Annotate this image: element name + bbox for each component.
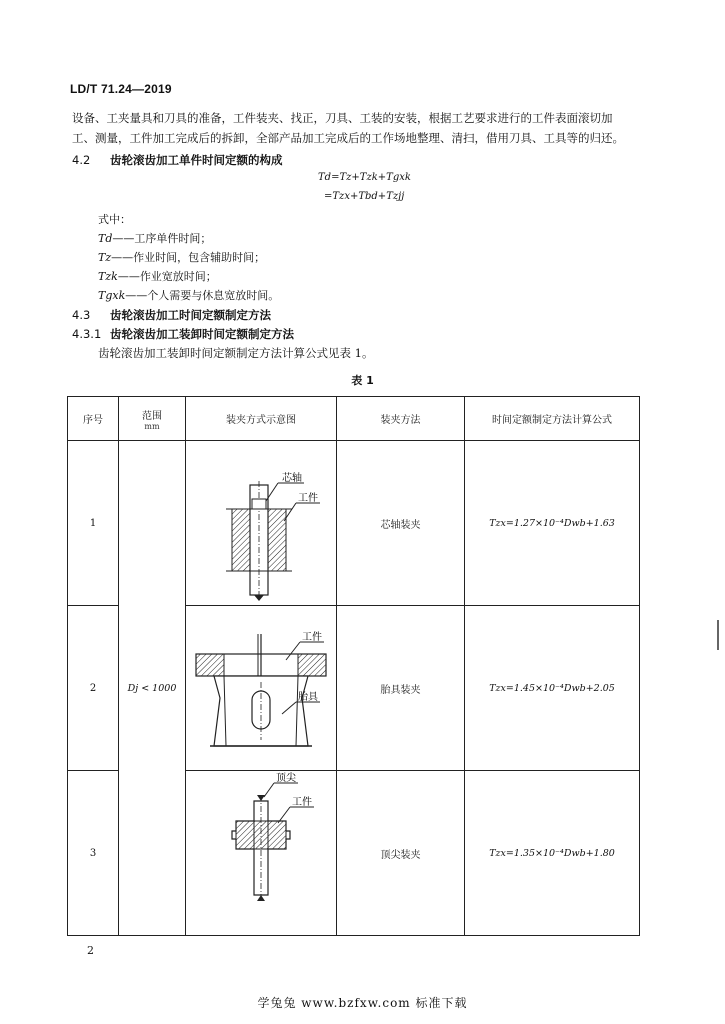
document-code: LD/T 71.24—2019 bbox=[70, 82, 172, 96]
header-method: 装夹方法 bbox=[337, 397, 465, 441]
mandrel-clamping-diagram bbox=[186, 441, 336, 602]
page-number: 2 bbox=[87, 944, 94, 957]
row-seq: 3 bbox=[68, 771, 119, 936]
row-formula: Tzx=1.27×10⁻⁴Dwb+1.63 bbox=[465, 441, 640, 606]
label-workpiece: 工件 bbox=[298, 493, 318, 504]
label-fixture: 胎具 bbox=[298, 692, 318, 703]
row-method: 芯轴装夹 bbox=[337, 441, 465, 606]
table-caption: 表 1 bbox=[351, 374, 374, 387]
range-cell: Dj < 1000 bbox=[119, 441, 186, 936]
section-4-2-heading bbox=[72, 150, 652, 170]
header-seq: 序号 bbox=[68, 397, 119, 441]
header-formula: 时间定额制定方法计算公式 bbox=[465, 397, 640, 441]
section-title: 齿轮滚齿加工单件时间定额的构成 bbox=[110, 153, 283, 167]
row-method: 胎具装夹 bbox=[337, 606, 465, 771]
label-center: 顶尖 bbox=[276, 773, 296, 784]
label-workpiece: 工件 bbox=[302, 632, 322, 643]
section-4-3-heading: 4.3 齿轮滚齿加工时间定额制定方法 bbox=[72, 308, 271, 322]
intro-line-2: 工、测量，工件加工完成后的拆卸，全部产品加工完成后的工作场地整理、清扫，借用刀具、工具等的归还。 bbox=[72, 131, 624, 145]
section-number: 4.2 bbox=[72, 153, 91, 167]
definition-tgxk: Tgxk——个人需要与休息宽放时间。 bbox=[98, 289, 280, 302]
row-seq: 1 bbox=[68, 441, 119, 606]
center-clamping-diagram bbox=[186, 771, 336, 932]
header-range: 范围 mm bbox=[119, 397, 186, 441]
formula-line-2: =Tzx+Tbd+Tzjj bbox=[324, 191, 405, 202]
definition-td: Td——工序单件时间； bbox=[98, 232, 212, 245]
intro-line-1: 设备、工夹量具和刀具的准备，工件装夹、找正，刀具、工装的安装，根据工艺要求进行的工件表面滚切加 bbox=[72, 111, 613, 125]
header-diagram: 装夹方式示意图 bbox=[186, 397, 337, 441]
definition-tz: Tz——作业时间，包含辅助时间； bbox=[98, 251, 266, 264]
diagram-mandrel bbox=[186, 441, 337, 606]
section-4-3-1-heading: 4.3.1 齿轮滚齿加工装卸时间定额制定方法 bbox=[72, 327, 294, 341]
where-label: 式中： bbox=[98, 213, 131, 226]
row-formula: Tzx=1.45×10⁻⁴Dwb+2.05 bbox=[465, 606, 640, 771]
formula-line-1: Td=Tz+Tzk+Tgxk bbox=[318, 172, 411, 183]
row-seq: 2 bbox=[68, 606, 119, 771]
row-formula: Tzx=1.35×10⁻⁴Dwb+1.80 bbox=[465, 771, 640, 936]
section-4-3-1-text: 齿轮滚齿加工装卸时间定额制定方法计算公式见表 1。 bbox=[98, 346, 374, 360]
fixture-clamping-diagram bbox=[186, 606, 336, 767]
label-mandrel: 芯轴 bbox=[282, 473, 302, 484]
row-method: 顶尖装夹 bbox=[337, 771, 465, 936]
scan-edge-mark bbox=[717, 620, 725, 650]
diagram-center bbox=[186, 771, 337, 936]
table-row bbox=[68, 441, 640, 606]
label-workpiece: 工件 bbox=[292, 797, 312, 808]
diagram-fixture bbox=[186, 606, 337, 771]
clamping-time-table bbox=[67, 396, 640, 936]
definition-tzk: Tzk——作业宽放时间； bbox=[98, 270, 217, 283]
footer-watermark: 学兔兔 www.bzfxw.com 标准下载 bbox=[257, 996, 468, 1010]
